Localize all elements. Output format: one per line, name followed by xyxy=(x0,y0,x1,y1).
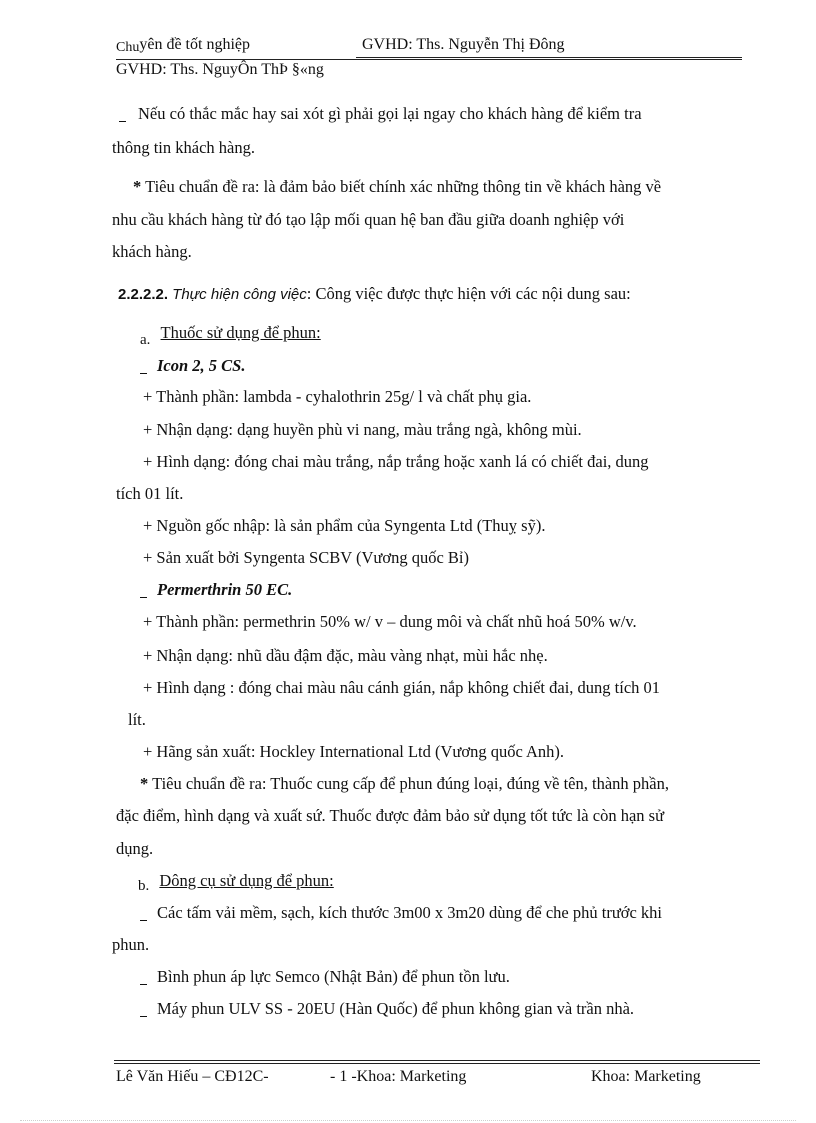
subsection-label: a. xyxy=(140,332,151,348)
paragraph-line: + Thành phần: lambda - cyhalothrin 25g/ l và chất phụ gia. xyxy=(143,387,532,406)
paragraph-line: lít. xyxy=(128,710,146,729)
paragraph-line: thông tin khách hàng. xyxy=(112,138,255,157)
paragraph-line: tích 01 lít. xyxy=(116,484,184,503)
line-text: Bình phun áp lực Semco (Nhật Bản) để phun tồn lưu. xyxy=(157,967,510,986)
paragraph-line: dụng. xyxy=(116,839,154,858)
page-bottom-border xyxy=(20,1120,796,1121)
line-text: Nếu có thắc mắc hay sai xót gì phải gọi lại ngay cho khách hàng để kiểm tra xyxy=(138,104,642,123)
paragraph-line: + Nhận dạng: dạng huyền phù vi nang, màu trắng ngà, không mùi. xyxy=(143,420,582,439)
header-prefix: Chu xyxy=(116,40,140,55)
product-title: Permerthrin 50 EC. xyxy=(157,580,293,599)
section-number: 2.2.2.2. xyxy=(118,286,169,303)
footer-author: Lê Văn Hiếu – CĐ12C- xyxy=(116,1068,269,1085)
footer-rule xyxy=(114,1060,760,1061)
subsection-a xyxy=(140,323,321,348)
dash-bullet xyxy=(140,373,147,374)
header-rule-top xyxy=(356,57,742,58)
header-gvhd: GVHD: Ths. Nguyễn Thị Đông xyxy=(362,36,565,53)
header-gvhd-garbled: GVHD: Ths. NguyÔn ThÞ §«ng xyxy=(116,61,324,78)
paragraph-line: khách hàng. xyxy=(112,242,192,261)
paragraph-line: + Thành phần: permethrin 50% w/ v – dung môi và chất nhũ hoá 50% w/v. xyxy=(143,612,637,631)
footer-rule-second xyxy=(114,1063,760,1064)
section-rest: : Công việc được thực hiện với các nội dung sau: xyxy=(306,284,631,303)
paragraph-line: phun. xyxy=(112,935,150,954)
paragraph-line xyxy=(140,903,662,923)
subsection-label: b. xyxy=(138,878,150,894)
paragraph-line: + Nguồn gốc nhập: là sản phẩm của Syngenta Ltd (Thuỵ sỹ). xyxy=(143,516,546,535)
dash-bullet xyxy=(119,121,126,122)
subsection-title: Dông cụ sử dụng để phun: xyxy=(159,871,334,890)
paragraph-line: + Hãng sản xuất: Hockley International Ltd (Vương quốc Anh). xyxy=(143,742,565,761)
dash-bullet xyxy=(140,920,147,921)
product-heading xyxy=(140,580,292,600)
paragraph-line: + Sản xuất bởi Syngenta SCBV (Vương quốc Bỉ) xyxy=(143,548,469,567)
line-text: Các tấm vải mềm, sạch, kích thước 3m00 x 3m20 dùng để che phủ trước khi xyxy=(157,903,663,922)
section-heading xyxy=(118,284,631,304)
header-title xyxy=(116,38,250,56)
dash-bullet xyxy=(140,984,147,985)
header-title-rest: yên đề tốt nghiệp xyxy=(139,36,250,53)
subsection-title: Thuốc sử dụng để phun: xyxy=(160,323,321,342)
footer-dept: Khoa: Marketing xyxy=(591,1068,701,1085)
paragraph-line: + Hình dạng : đóng chai màu nâu cánh gián, nắp không chiết đai, dung tích 01 xyxy=(143,678,661,697)
subsection-b xyxy=(138,871,334,894)
paragraph-line: + Nhận dạng: nhũ dầu đậm đặc, màu vàng nhạt, mùi hắc nhẹ. xyxy=(143,646,548,665)
asterisk: * xyxy=(140,774,149,793)
header-rule xyxy=(116,59,742,60)
footer-page: - 1 -Khoa: Marketing xyxy=(330,1068,467,1085)
paragraph-line xyxy=(116,104,642,124)
line-text: Tiêu chuẩn đề ra: Thuốc cung cấp để phun đúng loại, đúng về tên, thành phần, xyxy=(152,774,669,793)
paragraph-line: nhu cầu khách hàng từ đó tạo lập mối quan hệ ban đầu giữa doanh nghiệp với xyxy=(112,210,625,229)
paragraph-line xyxy=(133,177,661,197)
paragraph-line xyxy=(140,774,669,794)
dash-bullet xyxy=(140,597,147,598)
dash-bullet xyxy=(140,1016,147,1017)
paragraph-line: + Hình dạng: đóng chai màu trắng, nắp trắng hoặc xanh lá có chiết đai, dung xyxy=(143,452,649,471)
paragraph-line: đặc điểm, hình dạng và xuất sứ. Thuốc được đảm bảo sử dụng tốt tức là còn hạn sử xyxy=(116,806,665,825)
paragraph-line xyxy=(140,999,634,1019)
line-text: Máy phun ULV SS - 20EU (Hàn Quốc) để phun không gian và trần nhà. xyxy=(157,999,635,1018)
section-title: Thực hiện công việc xyxy=(172,286,307,303)
product-title: Icon 2, 5 CS. xyxy=(157,356,246,375)
product-heading xyxy=(140,356,245,376)
asterisk: * xyxy=(133,177,142,196)
line-text: Tiêu chuẩn đề ra: là đảm bảo biết chính xác những thông tin về khách hàng về xyxy=(145,177,662,196)
paragraph-line xyxy=(140,967,510,987)
